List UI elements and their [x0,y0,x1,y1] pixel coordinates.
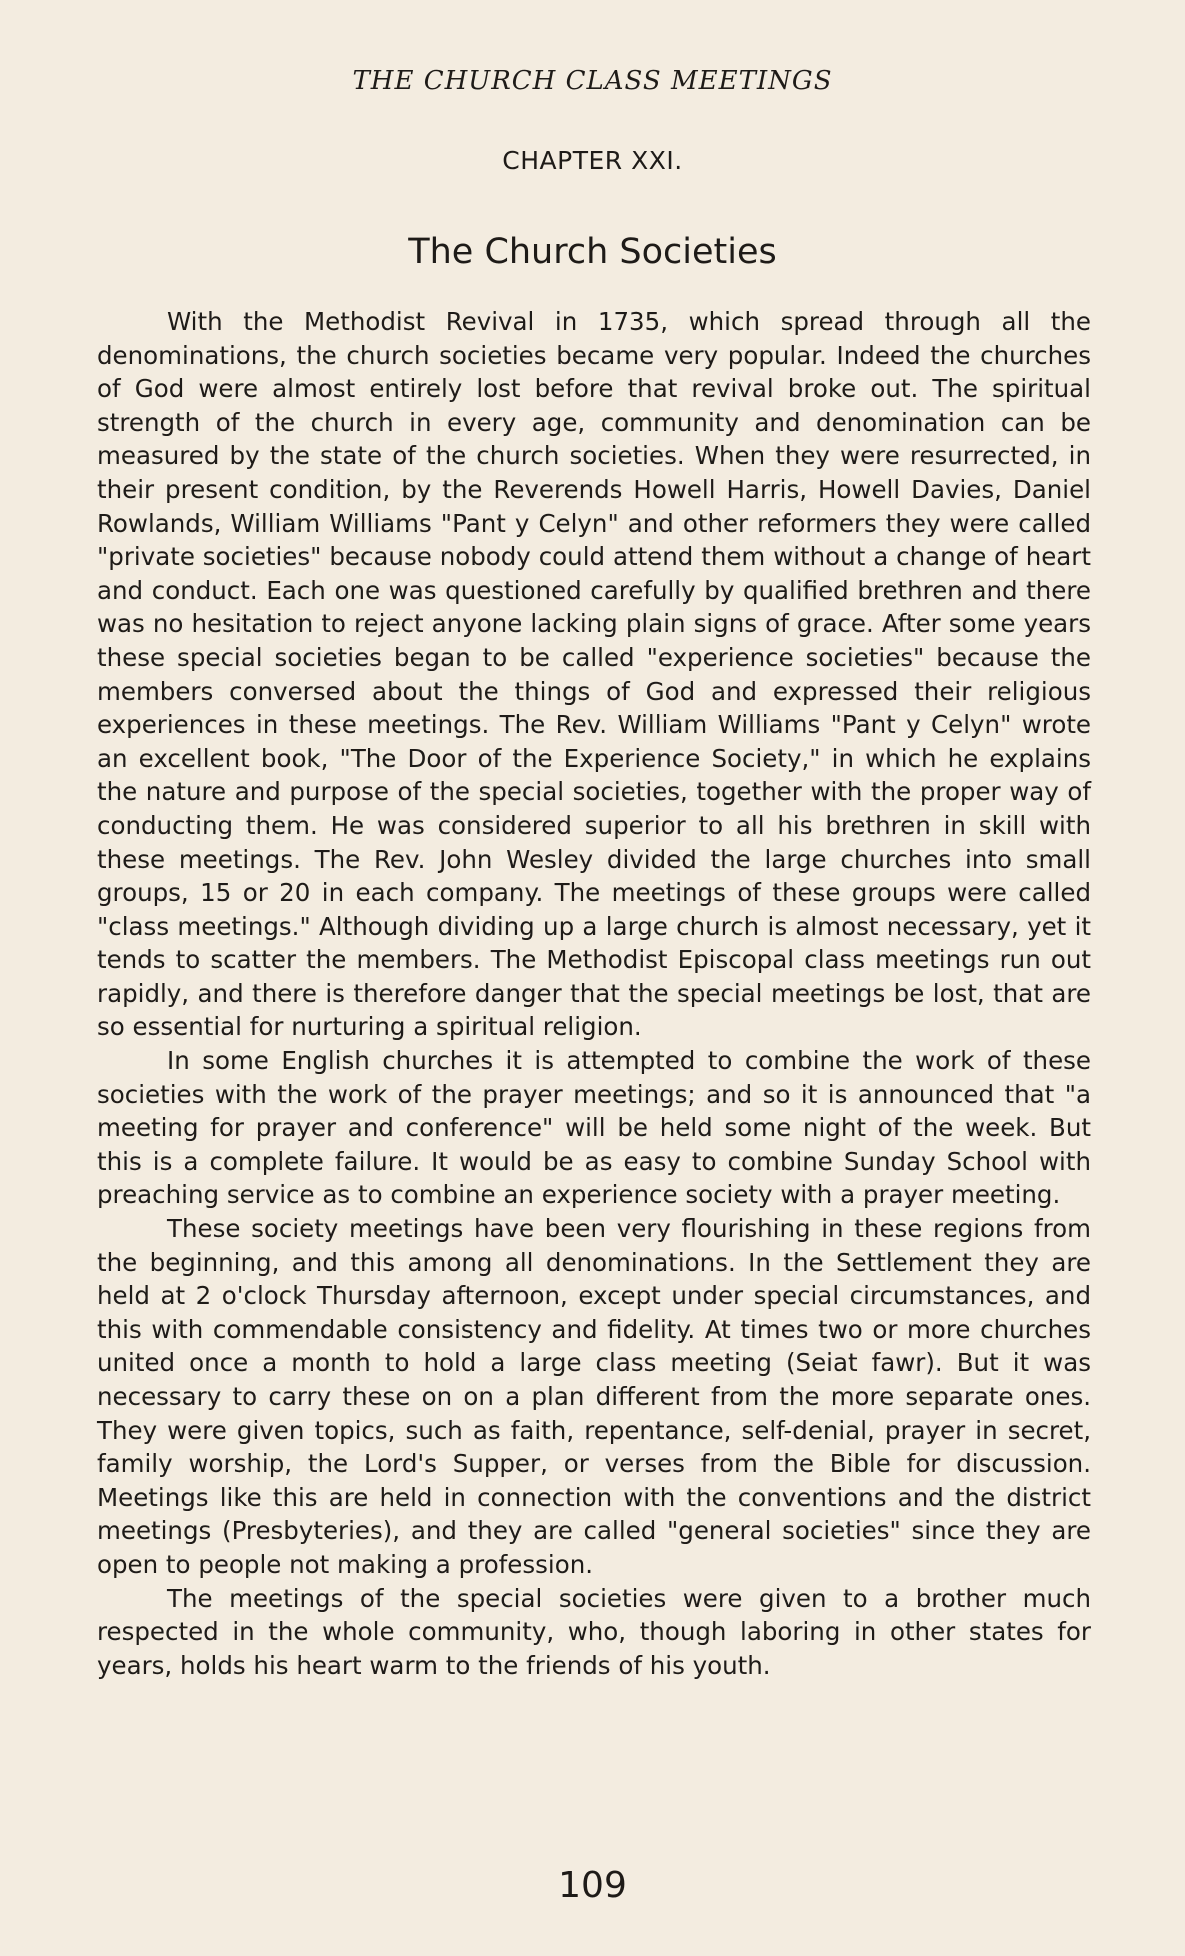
paragraph-4: The meetings of the special societies were given to a brother much respected in the whole community, who, though laboring in other states for years, holds his heart warm to the friends of his youth. [97,1583,1091,1680]
paragraph-3: These society meetings have been very flourishing in these regions from the beginning, and this among all denominations. In the Settlement they are held at 2 o'clock Thursday afternoon, except under special circumstances, and this with commendable consistency and fidelity. At times two or more churches united once a month to hold a large class meeting (Seiat fawr). But it was necessary to carry these on on a plan different from the more separate ones. They were given topics, such as faith, repentance, self-denial, prayer in secret, family worship, the Lord's Supper, or verses from the Bible for discussion. Meetings like this are held in connection with the conventions and the district meetings (Presbyteries), and they are called "general societies" since they are open to people not making a profession. [97,1214,1091,1579]
paragraph-2: In some English churches it is attempted to combine the work of these societies with the work of the prayer meetings; and so it is announced that "a meeting for prayer and conference" will be held some night of the week. But this is a complete failure. It would be as easy to combine Sunday School with preaching service as to combine an experience society with a prayer meeting. [97,1046,1091,1210]
chapter-body [97,305,1091,1682]
running-head: THE CHURCH CLASS MEETINGS [352,66,833,96]
page-number: 109 [558,1865,627,1906]
paragraph-1: With the Methodist Revival in 1735, which spread through all the denominations, the church societies became very popular. Indeed the churches of God were almost entirely lost before that revival broke out. The spiritual strength of the church in every age, community and denomination can be measured by the state of the church societies. When they were resurrected, in their present condition, by the Reverends Howell Harris, Howell Davies, Daniel Rowlands, William Williams "Pant y Celyn" and other reformers they were called "private societies" because nobody could attend them without a change of heart and conduct. Each one was questioned carefully by qualified brethren and there was no hesitation to reject anyone lacking plain signs of grace. After some years these special societies began to be called "experience societies" because the members conversed about the things of God and expressed their religious experiences in these meetings. The Rev. William Williams "Pant y Celyn" wrote an excellent book, "The Door of the Experience Society," in which he explains the nature and purpose of the special societies, together with the proper way of conducting them. He was considered superior to all his brethren in skill with these meetings. The Rev. John Wesley divided the large churches into small groups, 15 or 20 in each company. The meetings of these groups were called "class meetings." Although dividing up a large church is almost necessary, yet it tends to scatter the members. The Methodist Episcopal class meetings run out rapidly, and there is therefore danger that the special meetings be lost, that are so essential for nurturing a spiritual religion. [97,307,1091,1042]
chapter-title: The Church Societies [408,232,777,272]
chapter-number: CHAPTER XXI. [502,146,683,175]
